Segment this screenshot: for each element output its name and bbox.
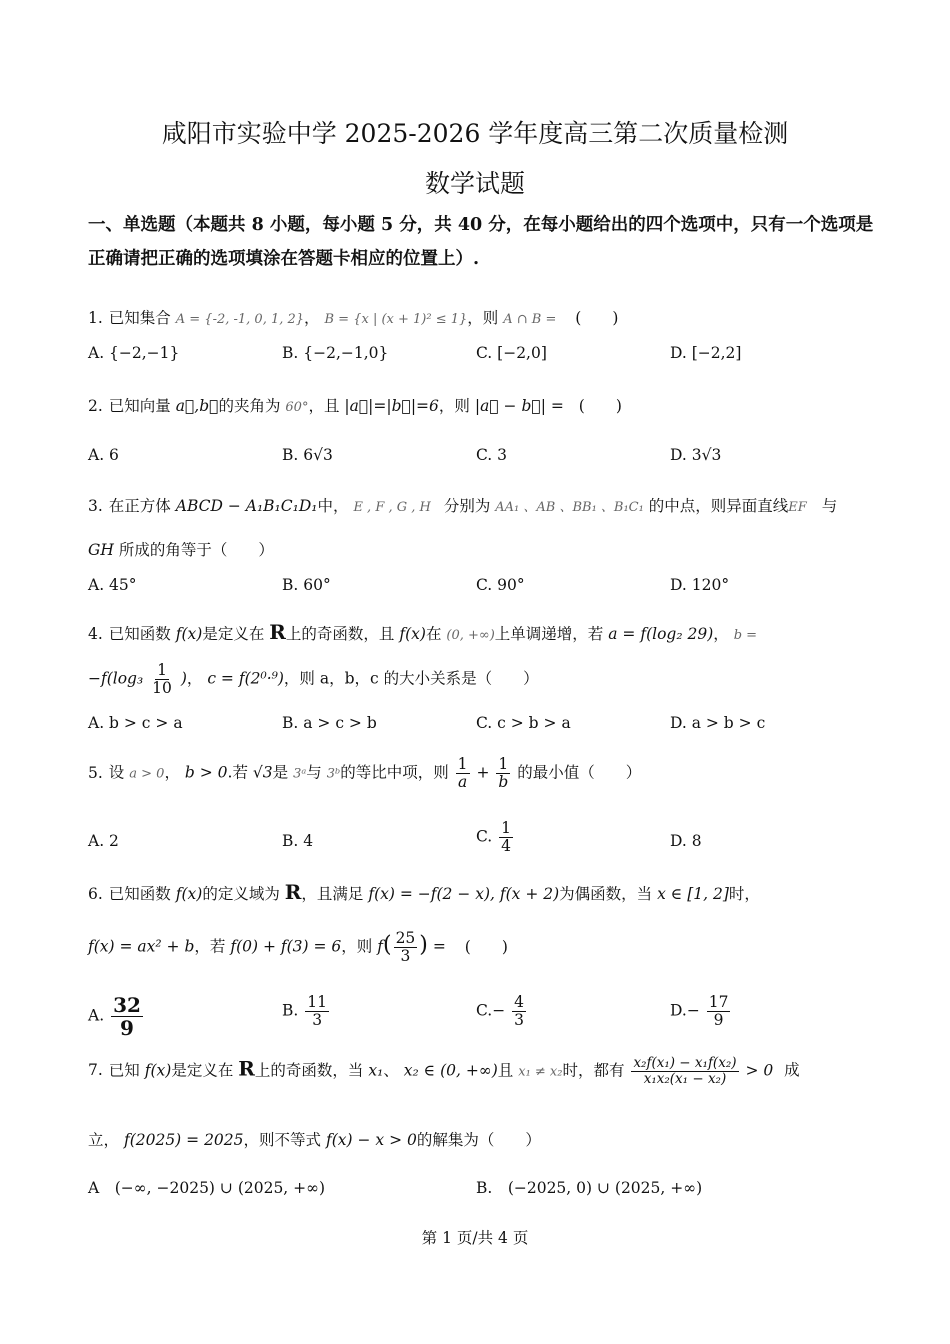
question-4-line2: −f(log₃ $\frac{1}{10}$ )， c = f(2⁰·⁹)，则 a，b，c 的大小关系是（ ） bbox=[88, 661, 539, 698]
q2-option-a: A. 6 bbox=[88, 446, 119, 464]
q3-option-b: B. 60° bbox=[282, 576, 331, 594]
q3-option-c: C. 90° bbox=[476, 576, 525, 594]
q4-option-c: C. c > b > a bbox=[476, 714, 571, 732]
q1-option-c: C. [−2,0] bbox=[476, 344, 547, 362]
q1-option-b: B. {−2,−1,0} bbox=[282, 344, 389, 362]
section-heading: 一、单选题（本题共 8 小题，每小题 5 分，共 40 分，在每小题给出的四个选项中，只有一个选项是正确请把正确的选项填涂在答题卡相应的位置上）. bbox=[88, 215, 874, 269]
fraction: $\frac{4}{3}$ bbox=[514, 993, 525, 1030]
q6-option-d: D.− $\frac{17}{9}$ bbox=[670, 993, 729, 1030]
fraction: $\frac{32}{9}$ bbox=[113, 993, 141, 1040]
question-3: 3. 在正方体 ABCD − A₁B₁C₁D₁中， E , F , G , H 分别为 AA₁ 、AB 、BB₁ 、B₁C₁ 的中点，则异面直线EF 与 bbox=[88, 497, 838, 515]
question-5: 5. 设 a > 0， b > 0.若 √3是 3ᵃ与 3ᵇ的等比中项，则 $\frac{1}{a}$ + $\frac{1}{b}$ 的最小值（ ） bbox=[88, 755, 642, 792]
fraction: $\frac{1}{4}$ bbox=[501, 819, 512, 856]
q5-option-c: C. $\frac{1}{4}$ bbox=[476, 819, 512, 856]
page-footer: 第 1 页/共 4 页 bbox=[421, 1229, 529, 1247]
page-subtitle: 数学试题 bbox=[424, 169, 525, 198]
q2-option-d: D. 3√3 bbox=[670, 446, 722, 464]
q7-option-a: A (−∞, −2025) ∪ (2025, +∞) bbox=[88, 1179, 326, 1197]
q6-option-a: A. $\frac{32}{9}$ bbox=[88, 993, 141, 1040]
q6-option-c: C.− $\frac{4}{3}$ bbox=[476, 993, 525, 1030]
fraction: $\frac{\text{x₂f(x₁) − x₁f(x₂)}}{\text{x₁x₂(x₁ − x₂)}}$ bbox=[633, 1055, 737, 1087]
q5-option-a: A. 2 bbox=[88, 832, 119, 850]
question-4: 4. 已知函数 f(x)是定义在 R上的奇函数，且 f(x)在 (0, +∞)上单调递增，若 a = f(log₂ 29)， b = bbox=[88, 620, 758, 644]
fraction: $\frac{11}{3}$ bbox=[307, 993, 327, 1030]
question-1: 1. 已知集合 A = {-2, -1, 0, 1, 2}， B = {x | (x + 1)² ≤ 1}，则 A ∩ B = ( ) bbox=[88, 309, 619, 327]
question-7: 7. 已知 f(x)是定义在 R上的奇函数，当 x₁、 x₂ ∈ (0, +∞)且 x₁ ≠ x₂时，都有 $\frac{\text{x₂f(x₁) − x₁f(x₂)}}{\text{x₁x₂(x₁ − x₂)}}$ > 0 成 bbox=[88, 1055, 800, 1087]
q5-option-b: B. 4 bbox=[282, 832, 314, 850]
q4-option-a: A. b > c > a bbox=[88, 714, 183, 732]
fraction: $\frac{1}{b}$ bbox=[498, 755, 509, 792]
question-7-line2: 立， f(2025) = 2025，则不等式 f(x) − x > 0的解集为（ ） bbox=[88, 1131, 541, 1149]
q2-option-b: B. 6√3 bbox=[282, 446, 333, 464]
fraction: $\frac{17}{9}$ bbox=[708, 993, 729, 1030]
q1-option-d: D. [−2,2] bbox=[670, 344, 742, 362]
q7-option-b: B. (−2025, 0) ∪ (2025, +∞) bbox=[476, 1179, 703, 1197]
q6-option-b: B. $\frac{11}{3}$ bbox=[282, 993, 327, 1030]
q4-option-d: D. a > b > c bbox=[670, 714, 766, 732]
q3-option-a: A. 45° bbox=[88, 576, 137, 594]
fraction: $\frac{1}{a}$ bbox=[457, 755, 468, 792]
fraction: $\frac{1}{10}$ bbox=[152, 661, 172, 698]
q3-option-d: D. 120° bbox=[670, 576, 730, 594]
question-3-line2: GH 所成的角等于（ ） bbox=[88, 541, 274, 559]
page-title: 咸阳市实验中学 2025-2026 学年度高三第二次质量检测 bbox=[161, 119, 789, 148]
q1-option-a: A. {−2,−1} bbox=[88, 344, 180, 362]
question-6: 6. 已知函数 f(x)的定义域为 R，且满足 f(x) = −f(2 − x), f(x + 2)为偶函数，当 x ∈ [1, 2]时， bbox=[88, 880, 760, 904]
q2-option-c: C. 3 bbox=[476, 446, 508, 464]
q4-option-b: B. a > c > b bbox=[282, 714, 377, 732]
question-2: 2. 已知向量 a⃗,b⃗的夹角为 60°，且 |a⃗|=|b⃗|=6，则 |a⃗ − b⃗| = ( ) bbox=[88, 397, 622, 415]
fraction: $\frac{25}{3}$ bbox=[395, 929, 416, 966]
question-6-line2: f(x) = ax² + b，若 f(0) + f(3) = 6，则 f( $\frac{25}{3}$ ) = ( ) bbox=[88, 929, 508, 966]
q5-option-d: D. 8 bbox=[670, 832, 702, 850]
